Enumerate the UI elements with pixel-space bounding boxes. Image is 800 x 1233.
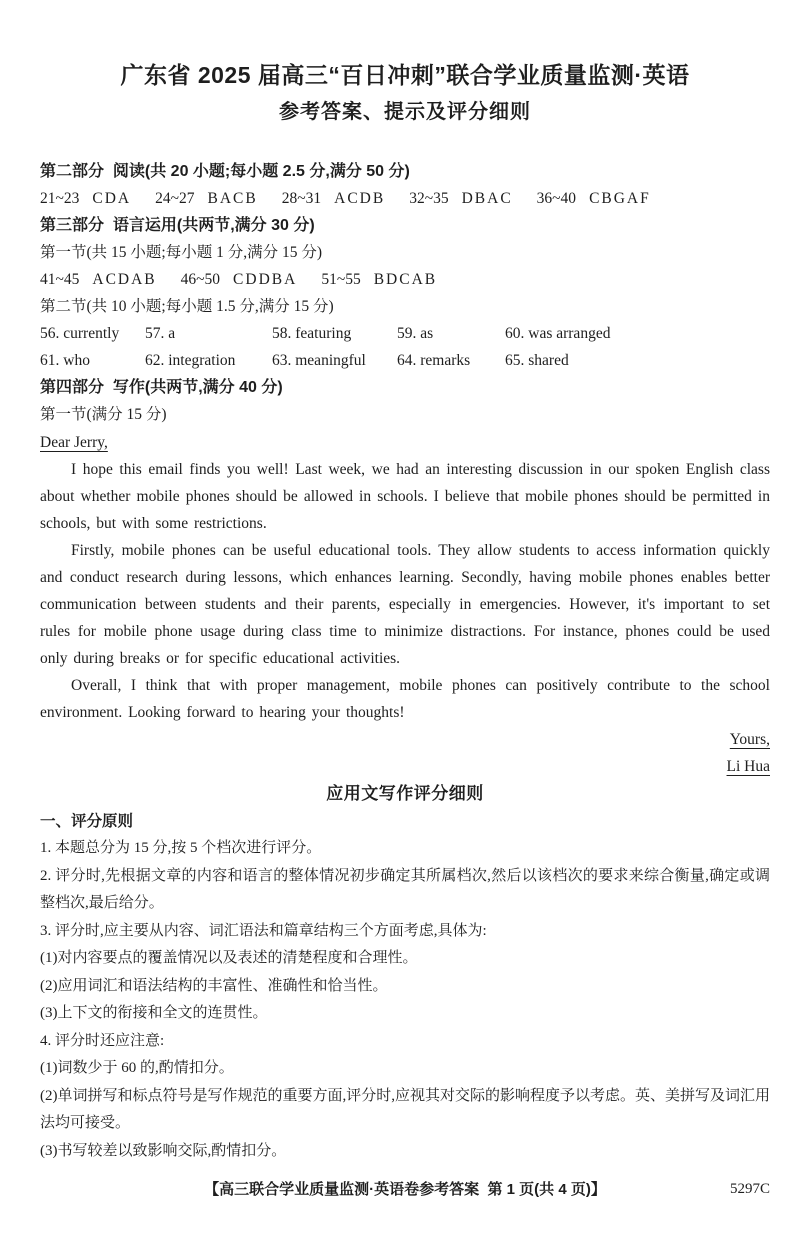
rubric-item: (3)书写较差以致影响交际,酌情扣分。: [40, 1142, 287, 1159]
writing-rubric: [40, 780, 770, 1165]
rubric-item: (2)单词拼写和标点符号是写作规范的重要方面,评分时,应视其对交际的影响程度予以考虑。英、美拼写及词汇用法均可接受。: [40, 1087, 770, 1131]
letter-paragraph-2: Firstly, mobile phones can be useful educational tools. They allow students to access information quickly and conduct research during lessons, which enhances learning. Secondly, having mobile phones enables better communication between students and their parents, especially in emergencies. However, it's important to set rules for mobile phone usage during class time to minimize distractions. For instance, phones could be used only during breaks or for specific educational activities.: [40, 542, 770, 667]
page-footer: [40, 1176, 770, 1203]
answer-letters: CDA: [92, 190, 132, 207]
rubric-item: (1)词数少于 60 的,酌情扣分。: [40, 1060, 234, 1076]
grammar-answer: 56. currently: [40, 325, 120, 342]
letter-signature: Li Hua: [726, 758, 770, 775]
answer-letters: CDDBA: [233, 271, 298, 288]
grammar-answer: 57. a: [145, 325, 176, 342]
answer-range: 21~23: [40, 190, 80, 207]
answer-range: 24~27: [155, 190, 195, 207]
answer-range: 41~45: [40, 271, 80, 288]
answer-range: 32~35: [409, 190, 449, 207]
grammar-answer: 64. remarks: [397, 352, 471, 369]
part4-section1-heading: 第一节(满分 15 分): [40, 406, 167, 423]
rubric-item: 3. 评分时,应主要从内容、词汇语法和篇章结构三个方面考虑,具体为:: [40, 922, 487, 939]
letter-salutation: Dear Jerry,: [40, 434, 108, 451]
letter-closing: Yours,: [729, 731, 770, 748]
answer-letters: BDCAB: [373, 271, 438, 288]
exam-subtitle: 参考答案、提示及评分细则: [279, 101, 531, 123]
answer-range: 36~40: [536, 190, 577, 207]
part3-section2-heading: 第二节(共 10 小题;每小题 1.5 分,满分 15 分): [40, 298, 334, 315]
grammar-answers-row-2: [40, 347, 770, 374]
rubric-item: 2. 评分时,先根据文章的内容和语言的整体情况初步确定其所属档次,然后以该档次的要求来综合衡量,确定或调整档次,最后给分。: [40, 867, 770, 911]
grammar-answer: 58. featuring: [272, 325, 352, 342]
answer-range: 51~55: [321, 271, 361, 288]
rubric-title: 应用文写作评分细则: [326, 784, 484, 803]
rubric-item: 4. 评分时还应注意:: [40, 1032, 165, 1049]
letter-paragraph-1: I hope this email finds you well! Last week, we had an interesting discussion in our spoken English class about whether mobile phones should be allowed in schools. I believe that mobile phones should be permitted in schools, but with some restrictions.: [40, 461, 770, 532]
grammar-answer: 65. shared: [505, 352, 569, 369]
answer-letters: BACB: [207, 190, 258, 207]
rubric-item: (2)应用词汇和语法结构的丰富性、准确性和恰当性。: [40, 977, 388, 994]
rubric-principles-heading: 一、评分原则: [40, 813, 134, 830]
answer-letters: ACDB: [334, 190, 386, 207]
grammar-answer: 63. meaningful: [272, 352, 366, 369]
letter-paragraph-3: Overall, I think that with proper management, mobile phones can positively contribute to the school environment. Looking forward to hearing your thoughts!: [40, 677, 770, 721]
answer-letters: ACDAB: [92, 271, 157, 288]
answer-letters: CBGAF: [589, 190, 651, 207]
part3-section1-heading: 第一节(共 15 小题;每小题 1 分,满分 15 分): [40, 244, 323, 261]
exam-title: 广东省 2025 届高三“百日冲刺”联合学业质量监测·英语: [120, 62, 690, 88]
footer-caption: 【高三联合学业质量监测·英语卷参考答案 第 1 页(共 4 页)】: [204, 1181, 606, 1198]
sample-letter: [40, 429, 770, 780]
answer-range: 46~50: [180, 271, 221, 288]
part2-reading-heading: 第二部分 阅读(共 20 小题;每小题 2.5 分,满分 50 分): [40, 163, 410, 180]
grammar-answers-row-1: [40, 320, 770, 347]
cloze-answers-row: [40, 266, 770, 293]
answer-range: 28~31: [281, 190, 322, 207]
part4-writing-heading: 第四部分 写作(共两节,满分 40 分): [40, 379, 283, 396]
answer-letters: DBAC: [461, 190, 513, 207]
reading-answers-row: [40, 185, 770, 212]
grammar-answer: 62. integration: [145, 352, 236, 369]
footer-paper-code: 5297C: [729, 1181, 770, 1197]
grammar-answer: 61. who: [40, 352, 90, 369]
grammar-answer: 59. as: [397, 325, 434, 342]
grammar-answer: 60. was arranged: [505, 325, 611, 342]
rubric-item: (1)对内容要点的覆盖情况以及表述的清楚程度和合理性。: [40, 950, 418, 966]
rubric-item: 1. 本题总分为 15 分,按 5 个档次进行评分。: [40, 840, 322, 856]
part3-language-use-heading: 第三部分 语言运用(共两节,满分 30 分): [40, 217, 315, 234]
rubric-item: (3)上下文的衔接和全文的连贯性。: [40, 1005, 268, 1021]
